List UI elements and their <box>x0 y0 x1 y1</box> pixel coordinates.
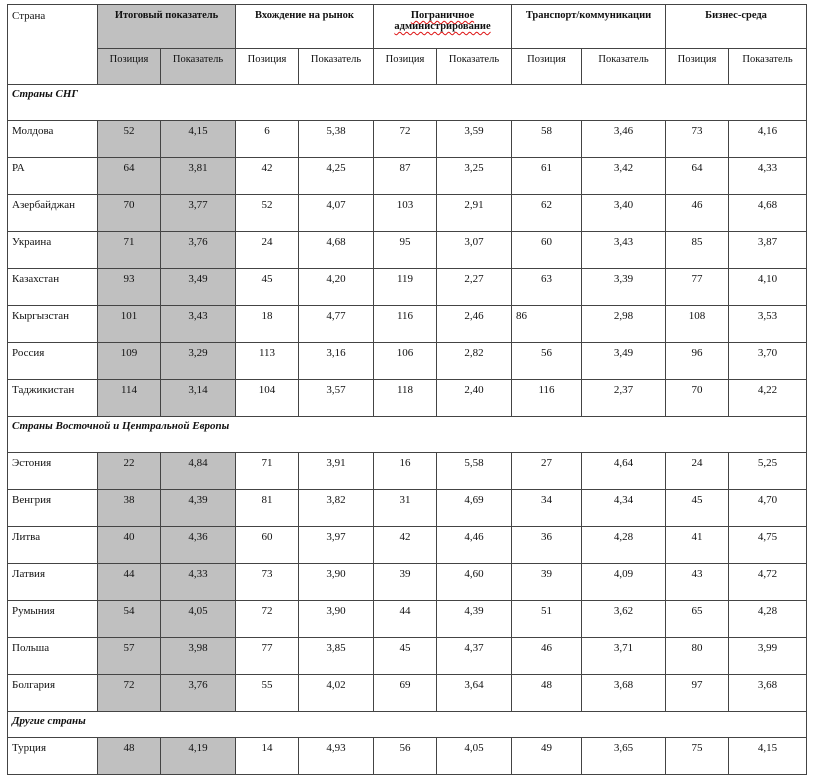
position-cell: 62 <box>512 195 582 232</box>
header-group-total: Итоговый показатель <box>98 5 236 49</box>
position-cell: 24 <box>666 453 729 490</box>
position-cell: 85 <box>666 232 729 269</box>
header-group-business: Бизнес-среда <box>666 5 807 49</box>
table-row <box>8 269 807 306</box>
value-cell: 2,91 <box>437 195 512 232</box>
value-cell: 3,85 <box>299 638 374 675</box>
position-cell: 44 <box>98 564 161 601</box>
value-cell: 4,70 <box>729 490 807 527</box>
table-row <box>8 738 807 775</box>
position-cell: 45 <box>236 269 299 306</box>
value-cell: 3,98 <box>161 638 236 675</box>
trade-indicators-table <box>7 4 807 775</box>
value-cell: 3,91 <box>299 453 374 490</box>
position-cell: 27 <box>512 453 582 490</box>
position-cell: 63 <box>512 269 582 306</box>
position-cell: 77 <box>666 269 729 306</box>
value-cell: 4,10 <box>729 269 807 306</box>
position-cell: 64 <box>666 158 729 195</box>
position-cell: 81 <box>236 490 299 527</box>
position-cell: 93 <box>98 269 161 306</box>
header-sub-value: Показатель <box>582 49 666 85</box>
value-cell: 3,68 <box>729 675 807 712</box>
table-row <box>8 675 807 712</box>
value-cell: 3,07 <box>437 232 512 269</box>
value-cell: 3,87 <box>729 232 807 269</box>
position-cell: 56 <box>374 738 437 775</box>
position-cell: 71 <box>98 232 161 269</box>
position-cell: 75 <box>666 738 729 775</box>
section-title: Страны Восточной и Центральной Европы <box>8 417 807 453</box>
position-cell: 24 <box>236 232 299 269</box>
position-cell: 42 <box>236 158 299 195</box>
table-row <box>8 195 807 232</box>
value-cell: 4,05 <box>161 601 236 638</box>
position-cell: 64 <box>98 158 161 195</box>
country-cell: Литва <box>8 527 98 564</box>
section-title: Другие страны <box>8 712 807 738</box>
position-cell: 70 <box>98 195 161 232</box>
header-group-transport: Транспорт/коммуникации <box>512 5 666 49</box>
country-cell: Польша <box>8 638 98 675</box>
header-row-groups <box>8 5 807 49</box>
position-cell: 103 <box>374 195 437 232</box>
value-cell: 3,57 <box>299 380 374 417</box>
table-row <box>8 158 807 195</box>
value-cell: 3,68 <box>582 675 666 712</box>
country-cell: Россия <box>8 343 98 380</box>
value-cell: 3,76 <box>161 232 236 269</box>
position-cell: 70 <box>666 380 729 417</box>
value-cell: 5,38 <box>299 121 374 158</box>
header-group-market-access: Вхождение на рынок <box>236 5 374 49</box>
value-cell: 3,39 <box>582 269 666 306</box>
position-cell: 38 <box>98 490 161 527</box>
value-cell: 3,53 <box>729 306 807 343</box>
table-row <box>8 232 807 269</box>
value-cell: 4,77 <box>299 306 374 343</box>
value-cell: 3,65 <box>582 738 666 775</box>
value-cell: 4,07 <box>299 195 374 232</box>
position-cell: 86 <box>512 306 582 343</box>
value-cell: 3,99 <box>729 638 807 675</box>
value-cell: 4,36 <box>161 527 236 564</box>
value-cell: 4,19 <box>161 738 236 775</box>
position-cell: 18 <box>236 306 299 343</box>
value-cell: 4,39 <box>437 601 512 638</box>
section-row <box>8 417 807 453</box>
value-cell: 3,76 <box>161 675 236 712</box>
position-cell: 72 <box>374 121 437 158</box>
table-row <box>8 380 807 417</box>
position-cell: 108 <box>666 306 729 343</box>
value-cell: 4,72 <box>729 564 807 601</box>
position-cell: 57 <box>98 638 161 675</box>
value-cell: 2,27 <box>437 269 512 306</box>
position-cell: 101 <box>98 306 161 343</box>
country-cell: Румыния <box>8 601 98 638</box>
table-row <box>8 453 807 490</box>
value-cell: 4,16 <box>729 121 807 158</box>
value-cell: 3,29 <box>161 343 236 380</box>
value-cell: 4,39 <box>161 490 236 527</box>
value-cell: 2,82 <box>437 343 512 380</box>
position-cell: 104 <box>236 380 299 417</box>
country-cell: Латвия <box>8 564 98 601</box>
value-cell: 5,25 <box>729 453 807 490</box>
header-sub-value: Показатель <box>161 49 236 85</box>
table-row <box>8 638 807 675</box>
position-cell: 113 <box>236 343 299 380</box>
value-cell: 4,02 <box>299 675 374 712</box>
table-row <box>8 601 807 638</box>
value-cell: 3,77 <box>161 195 236 232</box>
value-cell: 3,43 <box>582 232 666 269</box>
position-cell: 119 <box>374 269 437 306</box>
position-cell: 44 <box>374 601 437 638</box>
header-sub-value: Показатель <box>299 49 374 85</box>
value-cell: 4,60 <box>437 564 512 601</box>
value-cell: 4,75 <box>729 527 807 564</box>
header-sub-value: Показатель <box>729 49 807 85</box>
value-cell: 3,64 <box>437 675 512 712</box>
position-cell: 96 <box>666 343 729 380</box>
position-cell: 87 <box>374 158 437 195</box>
position-cell: 73 <box>666 121 729 158</box>
position-cell: 73 <box>236 564 299 601</box>
country-cell: Кыргызстан <box>8 306 98 343</box>
header-country: Страна <box>8 5 98 85</box>
value-cell: 4,69 <box>437 490 512 527</box>
table-row <box>8 564 807 601</box>
value-cell: 4,09 <box>582 564 666 601</box>
position-cell: 40 <box>98 527 161 564</box>
position-cell: 58 <box>512 121 582 158</box>
position-cell: 52 <box>98 121 161 158</box>
value-cell: 3,97 <box>299 527 374 564</box>
position-cell: 51 <box>512 601 582 638</box>
value-cell: 3,71 <box>582 638 666 675</box>
position-cell: 60 <box>236 527 299 564</box>
country-cell: Болгария <box>8 675 98 712</box>
value-cell: 4,68 <box>299 232 374 269</box>
table-row <box>8 343 807 380</box>
header-sub-position: Позиция <box>666 49 729 85</box>
value-cell: 2,40 <box>437 380 512 417</box>
position-cell: 46 <box>512 638 582 675</box>
table-row <box>8 527 807 564</box>
position-cell: 22 <box>98 453 161 490</box>
position-cell: 45 <box>374 638 437 675</box>
value-cell: 4,34 <box>582 490 666 527</box>
position-cell: 106 <box>374 343 437 380</box>
position-cell: 52 <box>236 195 299 232</box>
country-cell: РА <box>8 158 98 195</box>
table-row <box>8 121 807 158</box>
position-cell: 42 <box>374 527 437 564</box>
value-cell: 3,16 <box>299 343 374 380</box>
header-group-border-admin <box>374 5 512 49</box>
section-title: Страны СНГ <box>8 85 807 121</box>
position-cell: 97 <box>666 675 729 712</box>
country-cell: Молдова <box>8 121 98 158</box>
value-cell: 2,37 <box>582 380 666 417</box>
country-cell: Украина <box>8 232 98 269</box>
value-cell: 2,46 <box>437 306 512 343</box>
header-sub-position: Позиция <box>98 49 161 85</box>
country-cell: Эстония <box>8 453 98 490</box>
header-row-sub <box>8 49 807 85</box>
position-cell: 118 <box>374 380 437 417</box>
value-cell: 3,42 <box>582 158 666 195</box>
position-cell: 77 <box>236 638 299 675</box>
value-cell: 3,59 <box>437 121 512 158</box>
value-cell: 4,20 <box>299 269 374 306</box>
position-cell: 49 <box>512 738 582 775</box>
position-cell: 56 <box>512 343 582 380</box>
position-cell: 116 <box>512 380 582 417</box>
value-cell: 4,05 <box>437 738 512 775</box>
value-cell: 4,15 <box>729 738 807 775</box>
table-row <box>8 306 807 343</box>
value-cell: 4,84 <box>161 453 236 490</box>
position-cell: 71 <box>236 453 299 490</box>
position-cell: 14 <box>236 738 299 775</box>
position-cell: 61 <box>512 158 582 195</box>
value-cell: 4,93 <box>299 738 374 775</box>
position-cell: 80 <box>666 638 729 675</box>
position-cell: 46 <box>666 195 729 232</box>
value-cell: 3,70 <box>729 343 807 380</box>
position-cell: 69 <box>374 675 437 712</box>
value-cell: 4,15 <box>161 121 236 158</box>
value-cell: 3,90 <box>299 564 374 601</box>
value-cell: 4,33 <box>729 158 807 195</box>
value-cell: 3,46 <box>582 121 666 158</box>
country-cell: Азербайджан <box>8 195 98 232</box>
position-cell: 16 <box>374 453 437 490</box>
country-cell: Венгрия <box>8 490 98 527</box>
position-cell: 39 <box>374 564 437 601</box>
value-cell: 4,28 <box>582 527 666 564</box>
value-cell: 3,82 <box>299 490 374 527</box>
value-cell: 3,14 <box>161 380 236 417</box>
value-cell: 3,40 <box>582 195 666 232</box>
value-cell: 3,62 <box>582 601 666 638</box>
country-cell: Казахстан <box>8 269 98 306</box>
value-cell: 4,33 <box>161 564 236 601</box>
value-cell: 3,25 <box>437 158 512 195</box>
position-cell: 48 <box>98 738 161 775</box>
value-cell: 2,98 <box>582 306 666 343</box>
position-cell: 39 <box>512 564 582 601</box>
header-group-border-admin-label: Пограничное администрирование <box>394 10 491 32</box>
position-cell: 72 <box>98 675 161 712</box>
position-cell: 60 <box>512 232 582 269</box>
country-cell: Таджикистан <box>8 380 98 417</box>
value-cell: 4,37 <box>437 638 512 675</box>
position-cell: 45 <box>666 490 729 527</box>
position-cell: 34 <box>512 490 582 527</box>
position-cell: 43 <box>666 564 729 601</box>
value-cell: 3,49 <box>161 269 236 306</box>
header-sub-value: Показатель <box>437 49 512 85</box>
position-cell: 114 <box>98 380 161 417</box>
country-cell: Турция <box>8 738 98 775</box>
position-cell: 55 <box>236 675 299 712</box>
value-cell: 3,81 <box>161 158 236 195</box>
position-cell: 41 <box>666 527 729 564</box>
value-cell: 4,68 <box>729 195 807 232</box>
value-cell: 3,49 <box>582 343 666 380</box>
value-cell: 4,46 <box>437 527 512 564</box>
position-cell: 95 <box>374 232 437 269</box>
position-cell: 72 <box>236 601 299 638</box>
header-sub-position: Позиция <box>236 49 299 85</box>
value-cell: 3,90 <box>299 601 374 638</box>
header-sub-position: Позиция <box>512 49 582 85</box>
value-cell: 4,25 <box>299 158 374 195</box>
position-cell: 31 <box>374 490 437 527</box>
position-cell: 116 <box>374 306 437 343</box>
position-cell: 65 <box>666 601 729 638</box>
value-cell: 3,43 <box>161 306 236 343</box>
position-cell: 54 <box>98 601 161 638</box>
value-cell: 4,64 <box>582 453 666 490</box>
header-sub-position: Позиция <box>374 49 437 85</box>
position-cell: 109 <box>98 343 161 380</box>
value-cell: 4,28 <box>729 601 807 638</box>
position-cell: 6 <box>236 121 299 158</box>
position-cell: 48 <box>512 675 582 712</box>
value-cell: 4,22 <box>729 380 807 417</box>
table-row <box>8 490 807 527</box>
section-row <box>8 85 807 121</box>
position-cell: 36 <box>512 527 582 564</box>
section-row <box>8 712 807 738</box>
value-cell: 5,58 <box>437 453 512 490</box>
